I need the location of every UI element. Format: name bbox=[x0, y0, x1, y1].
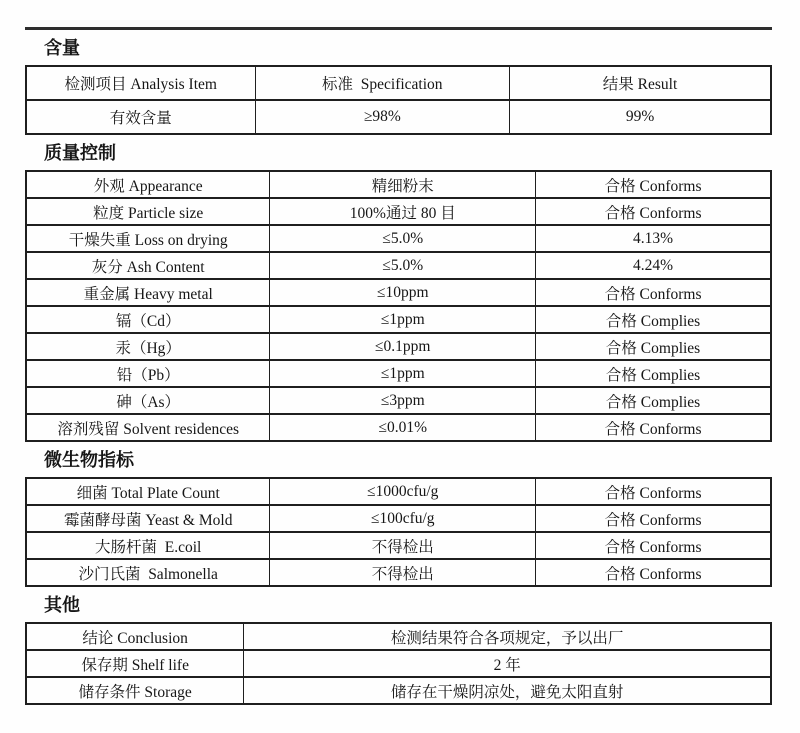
table-cell: 4.13% bbox=[536, 225, 771, 252]
table-cell: 储存条件 Storage bbox=[26, 677, 244, 704]
table-cell: 结论 Conclusion bbox=[26, 623, 244, 650]
table-row bbox=[26, 333, 771, 360]
table-cell: ≤1ppm bbox=[270, 306, 536, 333]
table-cell: ≤0.01% bbox=[270, 414, 536, 441]
table-cell: ≤5.0% bbox=[270, 252, 536, 279]
table-cell: 99% bbox=[510, 100, 771, 134]
table-row bbox=[26, 532, 771, 559]
table-cell: 合格 Complies bbox=[536, 387, 771, 414]
table-row bbox=[26, 198, 771, 225]
table-header-cell: 检测项目 Analysis Item bbox=[26, 66, 255, 100]
table-cell: 合格 Conforms bbox=[536, 414, 771, 441]
section-heading: 微生物指标 bbox=[44, 450, 134, 470]
table-cell: 合格 Complies bbox=[536, 306, 771, 333]
table-cell: 保存期 Shelf life bbox=[26, 650, 244, 677]
table-cell: 溶剂残留 Solvent residences bbox=[26, 414, 270, 441]
table-cell: 4.24% bbox=[536, 252, 771, 279]
table-row bbox=[26, 650, 771, 677]
table-cell: 合格 Conforms bbox=[536, 198, 771, 225]
sections-container bbox=[25, 37, 772, 705]
table-cell: 合格 Conforms bbox=[536, 478, 771, 505]
table-cell: 不得检出 bbox=[270, 532, 536, 559]
table-row bbox=[26, 677, 771, 704]
table-cell: ≤10ppm bbox=[270, 279, 536, 306]
table-header-cell: 结果 Result bbox=[510, 66, 771, 100]
table-cell: 100%通过 80 目 bbox=[270, 198, 536, 225]
table-cell: ≤5.0% bbox=[270, 225, 536, 252]
table-cell: 汞（Hg） bbox=[26, 333, 270, 360]
table-cell: 不得检出 bbox=[270, 559, 536, 586]
table-cell: 合格 Complies bbox=[536, 360, 771, 387]
table-cell: 大肠杆菌 E.coil bbox=[26, 532, 270, 559]
content-table bbox=[25, 65, 772, 135]
table-cell: 合格 Conforms bbox=[536, 559, 771, 586]
other-table bbox=[25, 622, 772, 705]
table-row bbox=[26, 360, 771, 387]
table-row bbox=[26, 279, 771, 306]
table-cell: ≤100cfu/g bbox=[270, 505, 536, 532]
section-heading: 含量 bbox=[44, 38, 80, 58]
table-cell: 合格 Conforms bbox=[536, 279, 771, 306]
table-cell: 2 年 bbox=[244, 650, 771, 677]
table-row bbox=[26, 623, 771, 650]
section-quality-control bbox=[25, 142, 772, 442]
table-row bbox=[26, 505, 771, 532]
table-cell: 粒度 Particle size bbox=[26, 198, 270, 225]
section-other bbox=[25, 594, 772, 705]
table-cell: 霉菌酵母菌 Yeast & Mold bbox=[26, 505, 270, 532]
table-cell: 重金属 Heavy metal bbox=[26, 279, 270, 306]
table-row bbox=[26, 171, 771, 198]
table-cell: 合格 Conforms bbox=[536, 532, 771, 559]
section-heading: 质量控制 bbox=[44, 143, 116, 163]
table-cell: 干燥失重 Loss on drying bbox=[26, 225, 270, 252]
table-cell: ≥98% bbox=[255, 100, 510, 134]
table-cell: 灰分 Ash Content bbox=[26, 252, 270, 279]
table-cell: 沙门氏菌 Salmonella bbox=[26, 559, 270, 586]
section-microbiological bbox=[25, 449, 772, 587]
table-cell: 储存在干燥阴凉处，避免太阳直射 bbox=[244, 677, 771, 704]
top-rule bbox=[25, 27, 772, 30]
table-row bbox=[26, 478, 771, 505]
table-cell: 铅（Pb） bbox=[26, 360, 270, 387]
table-cell: 精细粉末 bbox=[270, 171, 536, 198]
table-cell: 合格 Complies bbox=[536, 333, 771, 360]
table-cell: ≤1000cfu/g bbox=[270, 478, 536, 505]
table-cell: 细菌 Total Plate Count bbox=[26, 478, 270, 505]
table-row bbox=[26, 306, 771, 333]
table-cell: 有效含量 bbox=[26, 100, 255, 134]
table-cell: 镉（Cd） bbox=[26, 306, 270, 333]
table-cell: 砷（As） bbox=[26, 387, 270, 414]
table-row bbox=[26, 559, 771, 586]
quality-control-table bbox=[25, 170, 772, 442]
table-cell: 外观 Appearance bbox=[26, 171, 270, 198]
table-header-row bbox=[26, 66, 771, 100]
table-header-cell: 标准 Specification bbox=[255, 66, 510, 100]
table-row bbox=[26, 414, 771, 441]
table-cell: 检测结果符合各项规定，予以出厂 bbox=[244, 623, 771, 650]
table-cell: 合格 Conforms bbox=[536, 505, 771, 532]
table-cell: ≤1ppm bbox=[270, 360, 536, 387]
table-row bbox=[26, 100, 771, 134]
microbiological-table bbox=[25, 477, 772, 587]
table-cell: 合格 Conforms bbox=[536, 171, 771, 198]
section-content bbox=[25, 37, 772, 135]
table-row bbox=[26, 387, 771, 414]
table-row bbox=[26, 225, 771, 252]
section-heading: 其他 bbox=[44, 595, 80, 615]
table-row bbox=[26, 252, 771, 279]
table-cell: ≤0.1ppm bbox=[270, 333, 536, 360]
table-cell: ≤3ppm bbox=[270, 387, 536, 414]
